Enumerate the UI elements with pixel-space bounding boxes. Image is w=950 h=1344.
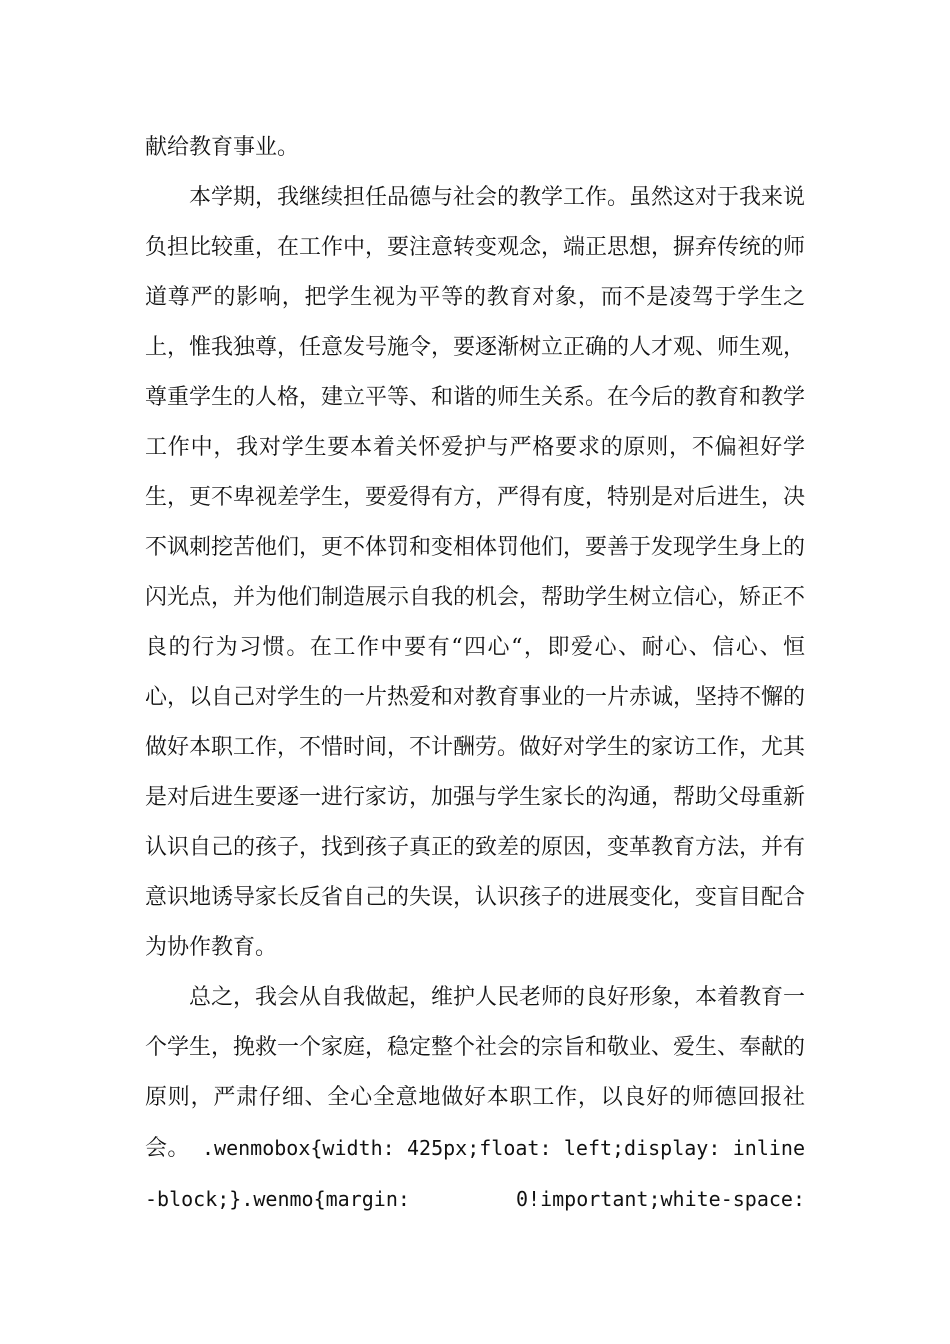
css-code-tail: .wenmobox{width: 425px;float: left;display: inline-block;}.wenmo{margin: 0!important;white-space: (145, 1136, 805, 1211)
paragraph-3 (145, 973, 805, 1225)
paragraph-3-text: 总之，我会从自我做起，维护人民老师的良好形象，本着教育一个学生，挽救一个家庭，稳定整个社会的宗旨和敬业、爱生、奉献的原则，严肃仔细、全心全意地做好本职工作，以良好的师德回报社会。 (145, 985, 806, 1161)
paragraph-1: 献给教育事业。 (145, 135, 300, 160)
text-column (145, 123, 805, 1225)
paragraph-2: 本学期，我继续担任品德与社会的教学工作。虽然这对于我来说负担比较重，在工作中，要注意转变观念，端正思想，摒弃传统的师道尊严的影响，把学生视为平等的教育对象，而不是凌驾于学生之上，惟我独尊，任意发号施令，要逐渐树立正确的人才观、师生观，尊重学生的人格，建立平等、和谐的师生关系。在今后的教育和教学工作中，我对学生要本着关怀爱护与严格要求的原则，不偏袒好学生，更不卑视差学生，要爱得有方，严得有度，特别是对后进生，决不讽刺挖苦他们，更不体罚和变相体罚他们，要善于发现学生身上的闪光点，并为他们制造展示自我的机会，帮助学生树立信心，矫正不良的行为习惯。在工作中要有“四心“，即爱心、耐心、信心、恒心，以自己对学生的一片热爱和对教育事业的一片赤诚，坚持不懈的做好本职工作，不惜时间，不计酬劳。做好对学生的家访工作，尤其是对后进生要逐一进行家访，加强与学生家长的沟通，帮助父母重新认识自己的孩子，找到孩子真正的致差的原因，变革教育方法，并有意识地诱导家长反省自己的失误，认识孩子的进展变化，变盲目配合为协作教育。 (145, 185, 806, 960)
